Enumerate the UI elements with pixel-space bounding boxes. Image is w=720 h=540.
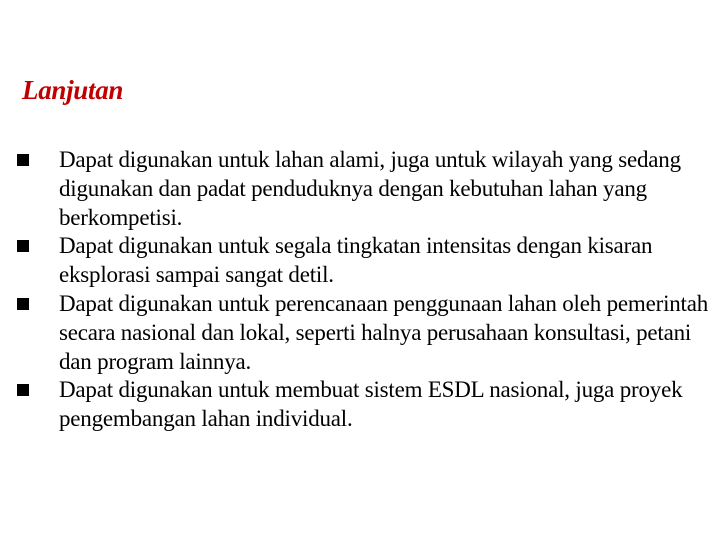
slide-title: Lanjutan xyxy=(22,75,124,105)
square-bullet-icon xyxy=(17,298,29,310)
square-bullet-icon xyxy=(17,154,29,166)
bullet-item xyxy=(14,146,714,232)
bullet-text: Dapat digunakan untuk segala tingkatan intensitas dengan kisaran eksplorasi sampai sangat detil. xyxy=(59,233,653,288)
bullet-text: Dapat digunakan untuk perencanaan penggunaan lahan oleh pemerintah secara nasional dan lokal, seperti halnya perusahaan konsultasi, petani dan program lainnya. xyxy=(59,290,709,374)
bullet-item xyxy=(14,290,714,376)
bullet-text: Dapat digunakan untuk lahan alami, juga untuk wilayah yang sedang digunakan dan padat penduduknya dengan kebutuhan lahan yang berkompetisi. xyxy=(59,147,681,230)
bullet-item xyxy=(14,376,714,434)
bullet-item xyxy=(14,232,714,290)
bullet-text: Dapat digunakan untuk membuat sistem ESDL nasional, juga proyek pengembangan lahan individual. xyxy=(59,377,683,432)
square-bullet-icon xyxy=(17,384,29,396)
bullet-list xyxy=(14,146,714,434)
square-bullet-icon xyxy=(17,240,29,252)
